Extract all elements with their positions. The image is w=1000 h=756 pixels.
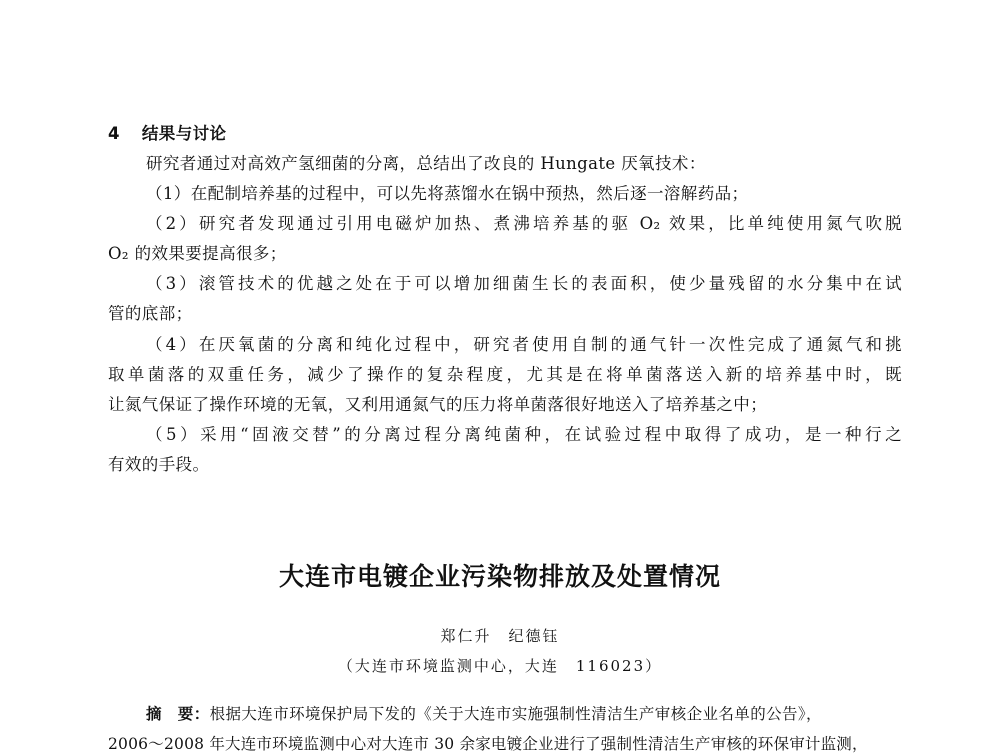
article-title: 大连市电镀企业污染物排放及处置情况 <box>278 562 721 591</box>
article-authors: 郑仁升 纪德钰 <box>440 627 560 645</box>
abstract-text-1: 根据大连市环境保护局下发的《关于大连市实施强制性清洁生产审核企业名单的公告》， <box>209 705 822 723</box>
abstract-line-1 <box>146 702 822 726</box>
list-item-4-line-3: 让氮气保证了操作环境的无氧，又利用通氮气的压力将单菌落很好地送入了培养基之中； <box>108 395 768 414</box>
section-heading-number: 4 <box>108 124 120 143</box>
list-item-3-line-1: （3）滚管技术的优越之处在于可以增加细菌生长的表面积，使少量残留的水分集中在试 <box>146 274 902 293</box>
list-item-4-line-2: 取单菌落的双重任务，减少了操作的复杂程度，尤其是在将单菌落送入新的培养基中时，既 <box>108 365 902 384</box>
abstract-label: 摘 要： <box>146 705 210 723</box>
list-item-3-line-2: 管的底部； <box>108 304 193 323</box>
section-heading-text: 结果与讨论 <box>141 124 227 143</box>
list-item-5-line-1: （5）采用“固液交替”的分离过程分离纯菌种，在试验过程中取得了成功，是一种行之 <box>146 425 902 444</box>
abstract-line-2: 2006～2008 年大连市环境监测中心对大连市 30 余家电镀企业进行了强制性清洁生产审核的环保审计监测， <box>108 735 868 753</box>
section-heading <box>108 122 226 146</box>
list-item-2-line-2: O₂ 的效果要提高很多； <box>108 244 287 263</box>
list-item-2-line-1: （2）研究者发现通过引用电磁炉加热、煮沸培养基的驱 O₂ 效果，比单纯使用氮气吹脱 <box>146 214 902 233</box>
list-item-4-line-1: （4）在厌氧菌的分离和纯化过程中，研究者使用自制的通气针一次性完成了通氮气和挑 <box>146 335 902 354</box>
list-item-5-line-2: 有效的手段。 <box>108 455 210 474</box>
intro-paragraph: 研究者通过对高效产氢细菌的分离，总结出了改良的 Hungate 厌氧技术： <box>146 154 706 173</box>
article-affiliation: （大连市环境监测中心，大连 116023） <box>337 657 663 675</box>
list-item-1: （1）在配制培养基的过程中，可以先将蒸馏水在锅中预热，然后逐一溶解药品； <box>146 184 749 203</box>
